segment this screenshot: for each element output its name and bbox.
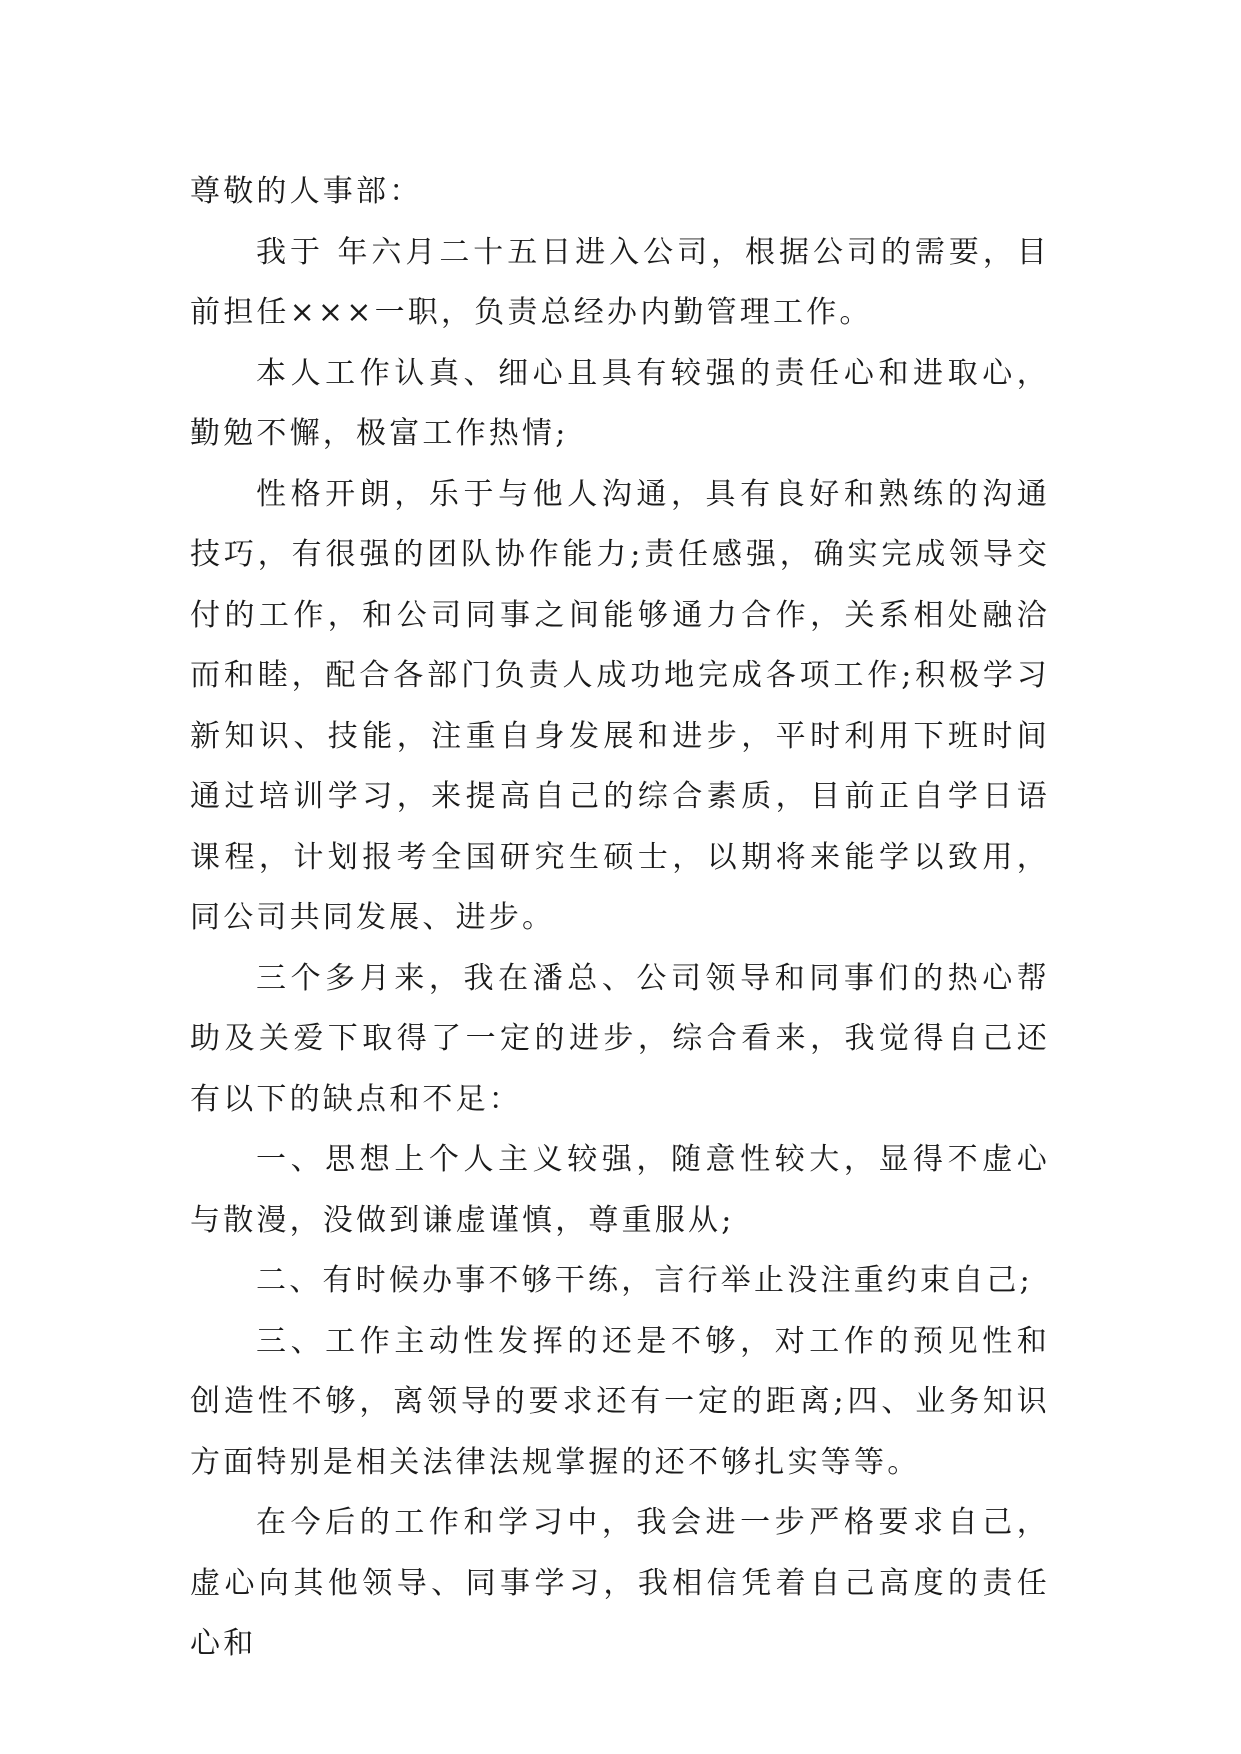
- paragraph-4: 三个多月来，我在潘总、公司领导和同事们的热心帮助及关爱下取得了一定的进步，综合看来，我觉得自己还有以下的缺点和不足：: [190, 960, 1050, 1117]
- salutation: 尊敬的人事部：: [190, 174, 423, 209]
- paragraph-1: 我于 年六月二十五日进入公司，根据公司的需要，目前担任×××一职，负责总经办内勤管理工作。: [190, 234, 1050, 330]
- paragraph-6: 二、有时候办事不够干练，言行举止没注重约束自己;: [256, 1263, 1033, 1298]
- document-body: [190, 162, 1050, 1675]
- paragraph-7: 三、工作主动性发挥的还是不够，对工作的预见性和创造性不够，离领导的要求还有一定的距离;四、业务知识方面特别是相关法律法规掌握的还不够扎实等等。: [190, 1323, 1050, 1480]
- paragraph-2: 本人工作认真、细心且具有较强的责任心和进取心，勤勉不懈，极富工作热情;: [190, 355, 1050, 451]
- paragraph-8: 在今后的工作和学习中，我会进一步严格要求自己，虚心向其他领导、同事学习，我相信凭着自己高度的责任心和: [190, 1505, 1050, 1661]
- paragraph-3: 性格开朗，乐于与他人沟通，具有良好和熟练的沟通技巧，有很强的团队协作能力;责任感强，确实完成领导交付的工作，和公司同事之间能够通力合作，关系相处融洽而和睦，配合各部门负责人成功地完成各项工作;积极学习新知识、技能，注重自身发展和进步，平时利用下班时间通过培训学习，来提高自己的综合素质，目前正自学日语课程，计划报考全国研究生硕士，以期将来能学以致用，同公司共同发展、进步。: [190, 476, 1050, 935]
- paragraph-5: 一、思想上个人主义较强，随意性较大，显得不虚心与散漫，没做到谦虚谨慎，尊重服从;: [190, 1142, 1050, 1238]
